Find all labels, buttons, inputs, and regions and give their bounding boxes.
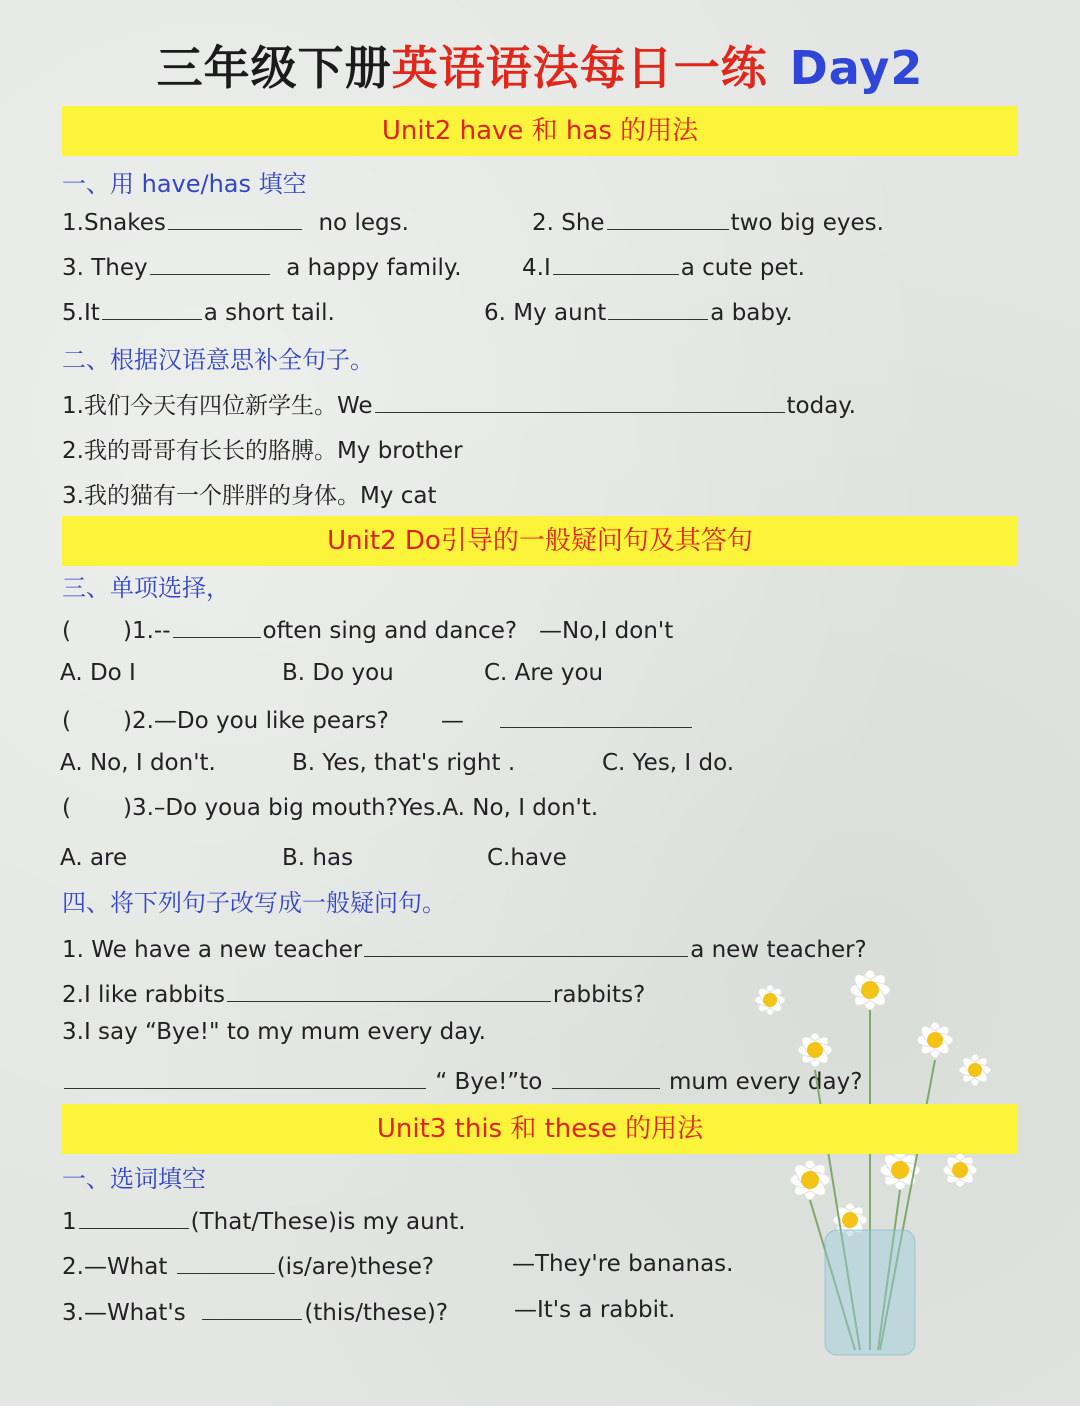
answer-blank[interactable]	[150, 252, 270, 275]
section-heading-fill-have-has: 一、用 have/has 填空	[62, 170, 307, 198]
question-4-2: 2.I like rabbits rabbits?	[62, 979, 645, 1008]
title-grade: 三年级下册	[156, 41, 392, 95]
question-2-2: 2.我的哥哥有长长的胳膊。My brother	[62, 438, 463, 464]
answer-5-2: —They're bananas.	[512, 1251, 734, 1277]
unit-banner-do-questions: Unit2 Do引导的一般疑问句及其答句	[62, 516, 1018, 566]
answer-blank[interactable]	[553, 252, 679, 275]
section-heading-rewrite-questions: 四、将下列句子改写成一般疑问句。	[62, 889, 446, 917]
question-1-3: 3. They a happy family.	[62, 252, 462, 281]
section-heading-choose-word: 一、选词填空	[62, 1165, 206, 1193]
answer-blank[interactable]	[607, 207, 729, 230]
question-1-1: 1.Snakes no legs.	[62, 207, 409, 236]
question-3-3: ( )3.–Do youa big mouth?Yes.A. No, I don't.	[62, 795, 599, 821]
option-3-2-b[interactable]: B. Yes, that's right .	[292, 750, 516, 776]
title-day: Day2	[789, 41, 924, 95]
option-3-3-b[interactable]: B. has	[282, 845, 354, 871]
question-1-6: 6. My aunt a baby.	[484, 297, 793, 326]
answer-blank[interactable]	[608, 297, 708, 320]
question-2-3: 3.我的猫有一个胖胖的身体。My cat	[62, 483, 437, 509]
question-1-4: 4.I a cute pet.	[522, 252, 805, 281]
answer-blank[interactable]	[102, 297, 202, 320]
question-5-2: 2.—What (is/are)these?	[62, 1251, 434, 1280]
option-3-1-a[interactable]: A. Do I	[60, 660, 136, 686]
answer-blank[interactable]	[364, 934, 688, 957]
answer-blank[interactable]	[173, 615, 261, 638]
question-3-2: ( )2.—Do you like pears? —	[62, 705, 694, 734]
answer-blank[interactable]	[552, 1066, 660, 1089]
title-subject: 英语语法每日一练	[391, 41, 768, 95]
section-heading-multiple-choice: 三、单项选择，	[62, 574, 230, 602]
option-3-3-a[interactable]: A. are	[60, 845, 128, 871]
unit-banner-have-has: Unit2 have 和 has 的用法	[62, 106, 1018, 156]
answer-blank[interactable]	[64, 1066, 426, 1089]
question-4-1: 1. We have a new teacher a new teacher?	[62, 934, 867, 963]
question-1-2: 2. She two big eyes.	[532, 207, 884, 236]
option-3-1-c[interactable]: C. Are you	[484, 660, 604, 686]
answer-5-3: —It's a rabbit.	[514, 1297, 676, 1323]
answer-blank[interactable]	[227, 979, 551, 1002]
question-5-1: 1 (That/These)is my aunt.	[62, 1206, 466, 1235]
question-4-3: 3.I say “Bye!" to my mum every day.	[62, 1019, 486, 1045]
question-2-1: 1.我们今天有四位新学生。We today.	[62, 387, 856, 420]
answer-blank[interactable]	[177, 1251, 275, 1274]
option-3-2-c[interactable]: C. Yes, I do.	[602, 750, 735, 776]
page-title	[0, 32, 1080, 98]
answer-blank[interactable]	[168, 207, 302, 230]
question-3-1: ( )1.-- often sing and dance? —No,I don't	[62, 615, 673, 644]
question-4-3-answer: “ Bye!”to mum every day?	[62, 1066, 862, 1095]
answer-blank[interactable]	[202, 1297, 302, 1320]
question-5-3: 3.—What's (this/these)?	[62, 1297, 448, 1326]
option-3-2-a[interactable]: A. No, I don't.	[60, 750, 216, 776]
option-3-1-b[interactable]: B. Do you	[282, 660, 394, 686]
answer-blank[interactable]	[375, 390, 785, 413]
option-3-3-c[interactable]: C.have	[487, 845, 567, 871]
unit-banner-this-these: Unit3 this 和 these 的用法	[62, 1104, 1018, 1154]
section-heading-complete-sentences: 二、根据汉语意思补全句子。	[62, 346, 374, 374]
answer-blank[interactable]	[79, 1206, 189, 1229]
question-1-5: 5.It a short tail.	[62, 297, 335, 326]
answer-blank[interactable]	[500, 705, 692, 728]
